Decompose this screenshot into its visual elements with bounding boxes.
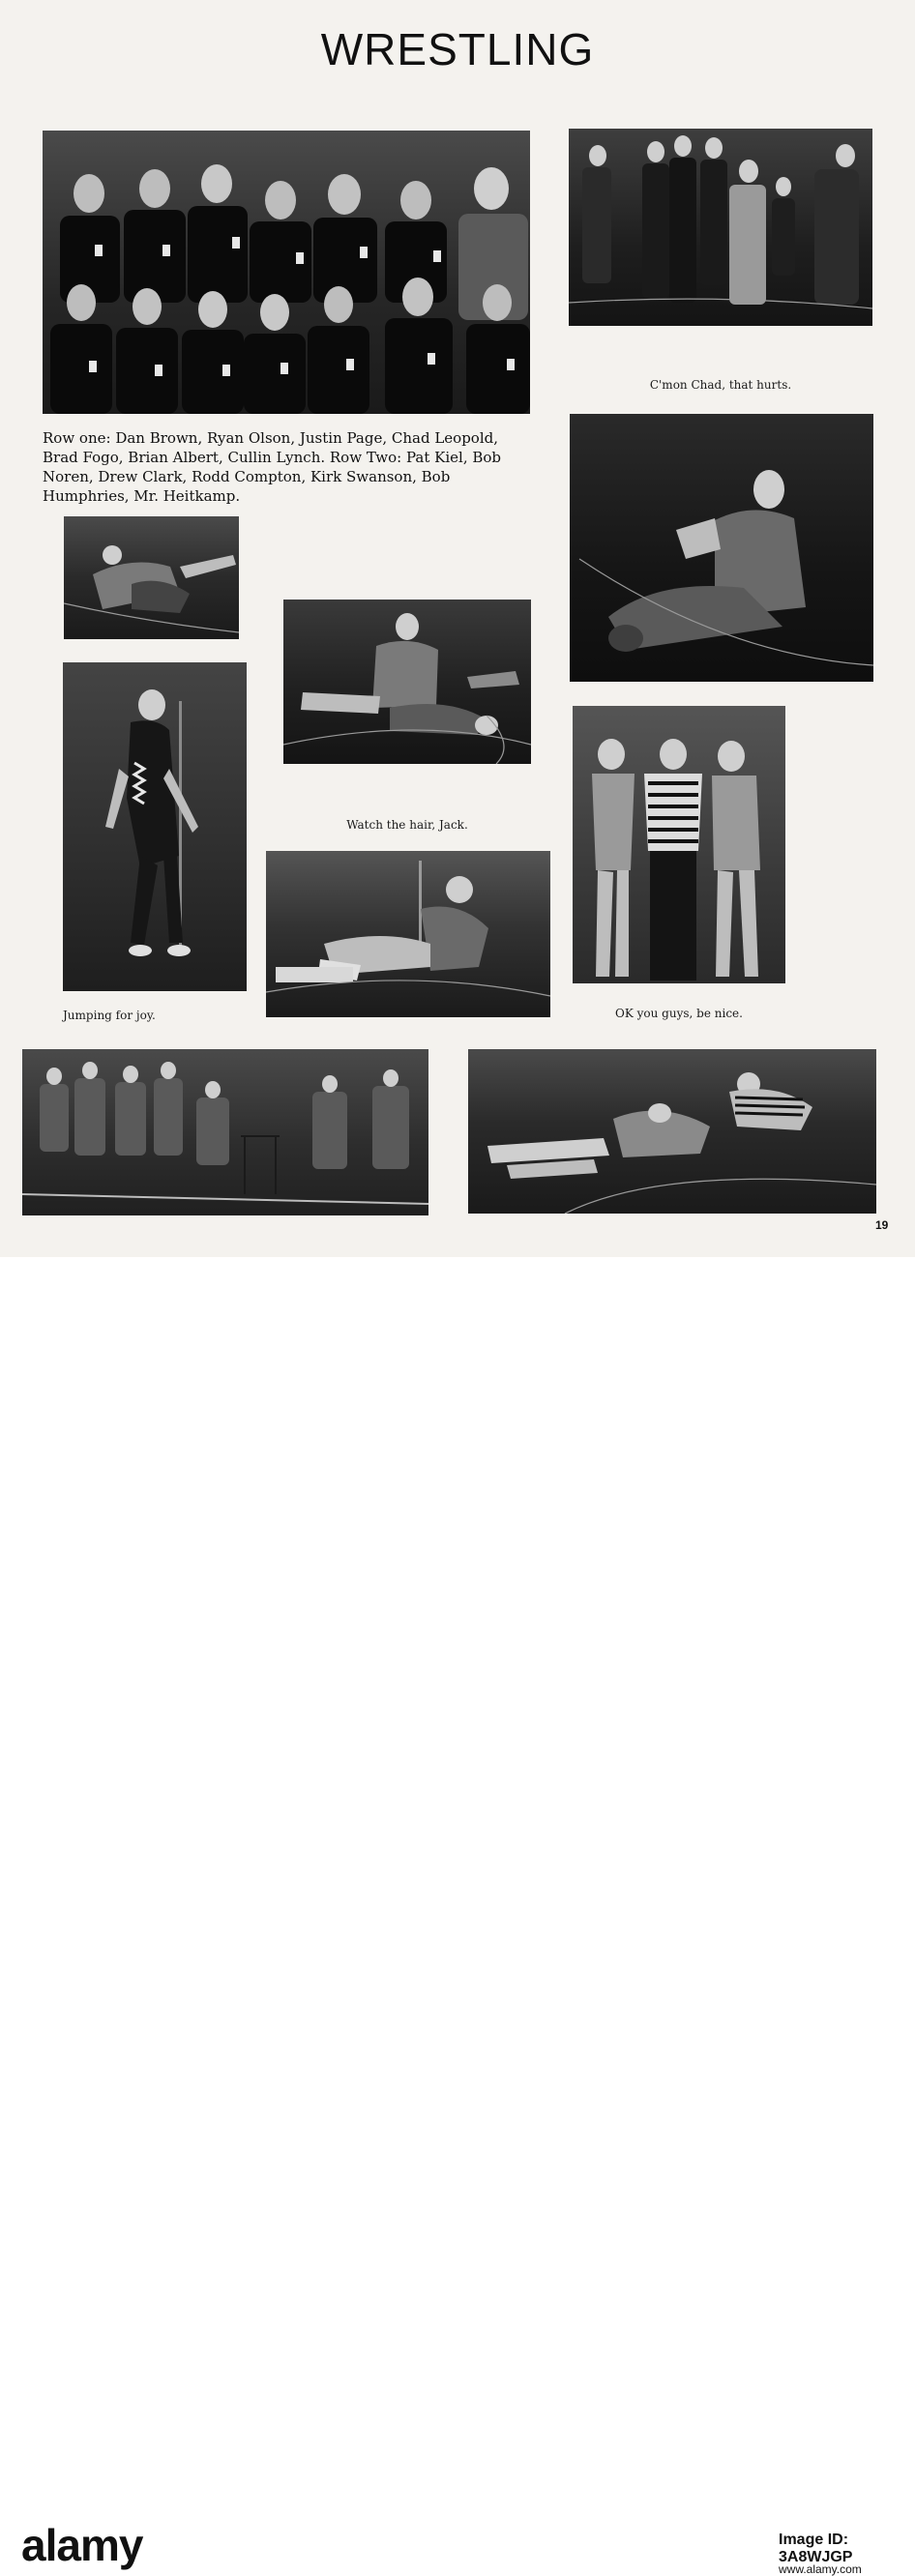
- photo-jumping-for-joy: [63, 662, 247, 991]
- team-roster-caption: Row one: Dan Brown, Ryan Olson, Justin Page, Chad Leopold, Brad Fogo, Brian Albert, Cullin Lynch. Row Two: Pat Kiel, Bob Noren, Drew Clark, Rodd Compton, Kirk Swanson, Bob Humphries, Mr. Heitkamp.: [43, 429, 502, 505]
- caption-cmon-chad: C'mon Chad, that hurts.: [649, 378, 792, 392]
- yearbook-page: [0, 0, 915, 1257]
- photo-team-bench: [22, 1049, 428, 1215]
- photo-pin-mat: [570, 414, 873, 682]
- caption-watch-the-hair: Watch the hair, Jack.: [346, 818, 468, 832]
- photo-mat-hold: [266, 851, 550, 1017]
- footer-url: www.alamy.com: [779, 2562, 862, 2576]
- photo-watch-the-hair: [283, 600, 531, 764]
- page-title: WRESTLING: [320, 24, 595, 74]
- image-id: Image ID: 3A8WJGP: [779, 2532, 853, 2565]
- stock-footer: [0, 1257, 915, 2576]
- photo-cmon-chad: [569, 129, 872, 326]
- photo-takedown: [64, 516, 239, 639]
- photo-pin-referee: [468, 1049, 876, 1214]
- photo-referee-handshake: [573, 706, 785, 983]
- caption-ok-you-guys: OK you guys, be nice.: [615, 1007, 743, 1020]
- caption-jumping-for-joy: Jumping for joy.: [63, 1009, 156, 1022]
- alamy-logo: alamy: [21, 2520, 143, 2570]
- page-number: 19: [875, 1218, 889, 1232]
- team-photo: [43, 131, 530, 414]
